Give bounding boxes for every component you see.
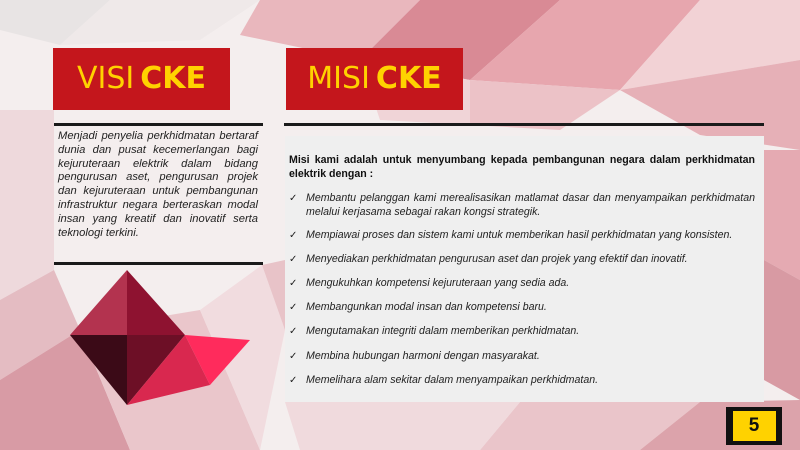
misi-divider-top — [284, 123, 764, 126]
misi-title — [286, 48, 463, 110]
check-icon: ✓ — [289, 375, 298, 386]
misi-item-text: Membina hubungan harmoni dengan masyarakat. — [306, 350, 540, 362]
misi-item — [289, 253, 755, 267]
check-icon: ✓ — [289, 351, 298, 362]
misi-item — [289, 277, 755, 291]
misi-item-text: Menyediakan perkhidmatan pengurusan aset dan projek yang efektif dan inovatif. — [306, 253, 688, 265]
misi-title-prefix: MISI — [307, 61, 370, 96]
page-number-badge — [726, 407, 782, 445]
misi-item-text: Membangunkan modal insan dan kompetensi baru. — [306, 301, 547, 313]
visi-divider-top — [54, 123, 263, 126]
misi-item-text: Membantu pelanggan kami merealisasikan matlamat dasar dan menyampaikan perkhidmatan melalui kerjasama sebagai rakan kongsi strategik. — [306, 192, 755, 218]
visi-statement: Menjadi penyelia perkhidmatan bertaraf dunia dan pusat kecemerlangan bagi kejuruteraan elektrik dalam bidang pengurusan aset, pengurusan projek dan kejuruteraan untuk pembangunan infrastruktur negara berteraskan modal insan yang kreatif dan inovatif serta teknologi terkini. — [58, 130, 258, 239]
misi-item-text: Mengutamakan integriti dalam memberikan perkhidmatan. — [306, 325, 580, 337]
check-icon: ✓ — [289, 278, 298, 289]
check-icon: ✓ — [289, 302, 298, 313]
visi-title-bold: CKE — [140, 61, 207, 96]
misi-item — [289, 374, 755, 388]
check-icon: ✓ — [289, 254, 298, 265]
visi-divider-bottom — [54, 262, 263, 265]
misi-item-text: Mengukuhkan kompetensi kejuruteraan yang sedia ada. — [306, 277, 570, 289]
misi-item — [289, 301, 755, 315]
misi-item — [289, 325, 755, 339]
visi-title — [53, 48, 230, 110]
page-number: 5 — [733, 411, 776, 441]
check-icon: ✓ — [289, 326, 298, 337]
misi-item — [289, 192, 755, 219]
check-icon: ✓ — [289, 230, 298, 241]
check-icon: ✓ — [289, 193, 298, 204]
misi-title-bold: CKE — [375, 61, 442, 96]
visi-title-prefix: VISI — [76, 61, 135, 96]
misi-item — [289, 350, 755, 364]
misi-item-text: Memelihara alam sekitar dalam menyampaikan perkhidmatan. — [306, 374, 599, 386]
misi-item-text: Mempiawai proses dan sistem kami untuk memberikan hasil perkhidmatan yang konsisten. — [306, 229, 733, 241]
misi-intro: Misi kami adalah untuk menyumbang kepada pembangunan negara dalam perkhidmatan elektrik dengan : — [289, 154, 755, 180]
misi-item — [289, 229, 755, 243]
